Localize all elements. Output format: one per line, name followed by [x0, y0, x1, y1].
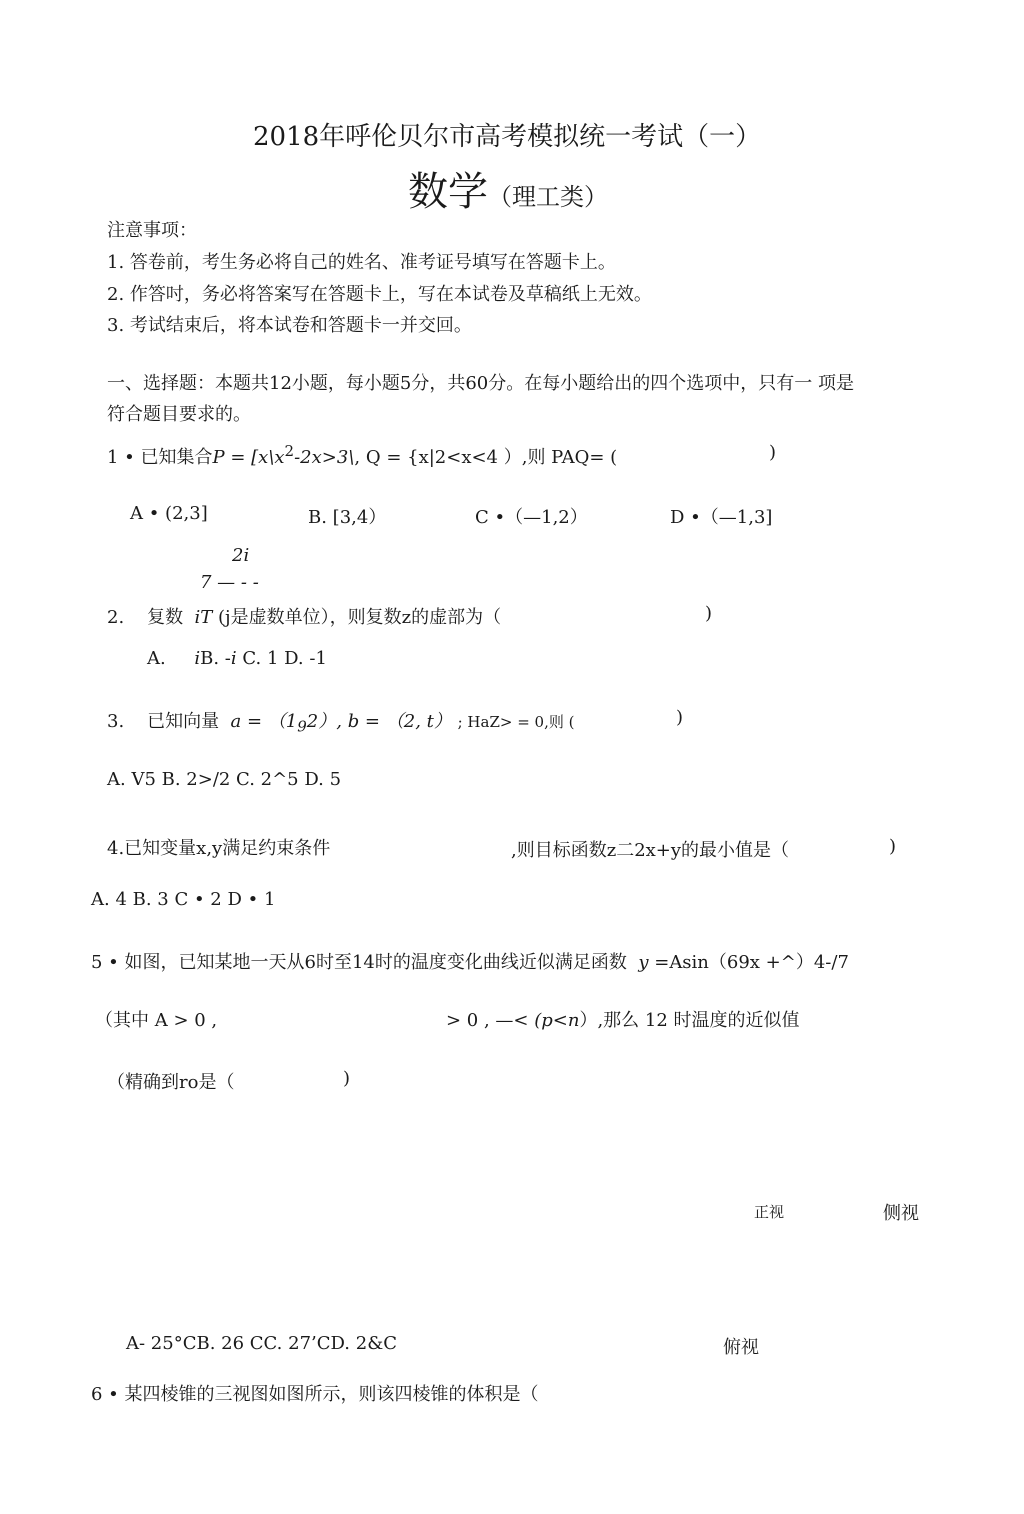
q2-text: (j是虚数单位），则复数z的虚部为（	[218, 607, 502, 628]
subject-note: （理工类）	[488, 183, 608, 211]
section1-instructions-cont: 符合题目要求的。	[107, 404, 251, 425]
q1-lead: 1 • 已知集合	[107, 447, 213, 468]
q3-vector-b: 2）, b = （2, t）	[306, 711, 452, 732]
q3-lead: 已知向量	[147, 711, 220, 732]
q5-condition-phi: < (p<n	[513, 1010, 580, 1031]
q5-question: ）,那么 12 时温度的近似值	[579, 1010, 800, 1031]
q1-option-c: C •（—1,2）	[475, 507, 588, 528]
q1-set-p-cont: -2x>3\	[294, 447, 355, 468]
q1-set-p: P = [x\x	[212, 447, 285, 468]
q1-option-d: D •（—1,3]	[670, 507, 773, 528]
notice-heading: 注意事项：	[107, 220, 197, 241]
q3-close-paren: )	[676, 707, 684, 728]
q2-expression: iT	[194, 607, 213, 628]
q5-condition-a: （其中 A > 0 ,	[95, 1010, 218, 1031]
q5-function: Asin（69x +^）4-/7	[669, 952, 849, 973]
notice-item-2: 2. 作答吋，务必将答案写在答题卡上，写在本试卷及草稿纸上无效。	[107, 284, 652, 305]
exam-title: 2018年呼伦贝尔市高考模拟统一考试（一）	[253, 122, 762, 152]
q2-options	[147, 648, 327, 669]
section1-instructions: 一、选择题：本题共12小题，每小题5分，共60分。在每小题给出的四个选项中，只有一 项是	[107, 373, 854, 394]
q5-precision: （精确到ro是（	[107, 1072, 235, 1093]
q2-option-b-label: B. -	[200, 648, 231, 669]
q4-lead: 4.已知变量x,y满足约束条件	[107, 838, 331, 859]
q3-options: A. V5 B. 2>/2 C. 2^5 D. 5	[107, 769, 342, 790]
q3-condition: ; HaZ> = 0,则 (	[457, 713, 575, 731]
question-6: 6 • 某四棱锥的三视图如图所示，则该四棱锥的体积是（	[91, 1384, 539, 1405]
q5-close-paren: )	[343, 1068, 351, 1089]
q1-option-b: B. [3,4）	[308, 507, 387, 528]
q2-fraction-bottom: 7 — - -	[200, 572, 259, 593]
q4-options: A. 4 B. 3 C • 2 D • 1	[91, 889, 276, 910]
q3-vector-a: a = （1	[230, 711, 298, 732]
q2-lead: 复数	[147, 607, 184, 628]
q1-exponent: 2	[284, 442, 295, 460]
q2-option-a-value: i	[194, 648, 201, 669]
q2-close-paren: )	[705, 603, 713, 624]
q5-options: A- 25°CB. 26 CC. 27’CD. 2&C	[126, 1333, 398, 1354]
q2-option-b-value: i	[230, 648, 237, 669]
q5-lead: 5 • 如图，已知某地一天从6时至14时的温度变化曲线近似满足函数	[91, 952, 627, 973]
question-1	[107, 442, 617, 469]
top-view-label: 俯视	[723, 1337, 759, 1358]
q3-number: 3.	[107, 711, 125, 732]
q2-fraction-top: 2i	[232, 545, 250, 566]
q1-set-q: , Q = {x|2<x<4 ）,则 PAQ= (	[354, 447, 618, 468]
subject-title	[408, 160, 608, 217]
question-2	[107, 603, 501, 629]
q4-text: ,则目标函数z二2x+y的最小值是（	[511, 840, 790, 861]
notice-item-1: 1. 答卷前，考生务必将自己的姓名、准考证号填写在答题卡上。	[107, 252, 616, 273]
question-3	[107, 707, 574, 736]
q1-option-a: A • (2,3]	[130, 503, 208, 524]
notice-item-3: 3. 考试结束后，将本试卷和答题卡一并交回。	[107, 315, 472, 336]
subject-name: 数学	[408, 169, 488, 215]
side-view-label: 侧视	[883, 1203, 919, 1224]
q2-number: 2.	[107, 607, 125, 628]
q1-close-paren: )	[769, 442, 777, 463]
q5-condition-b	[446, 1006, 800, 1032]
q2-option-cd: C. 1 D. -1	[242, 648, 327, 669]
q5-condition-omega: > 0 , —	[446, 1010, 514, 1031]
question-5	[91, 948, 849, 974]
q3-subscript: 9	[297, 717, 307, 736]
q5-y-equals: y =	[638, 952, 670, 973]
q2-option-a-label: A.	[147, 648, 166, 669]
front-view-label: 正视	[754, 1203, 785, 1221]
q4-close-paren: )	[889, 836, 897, 857]
